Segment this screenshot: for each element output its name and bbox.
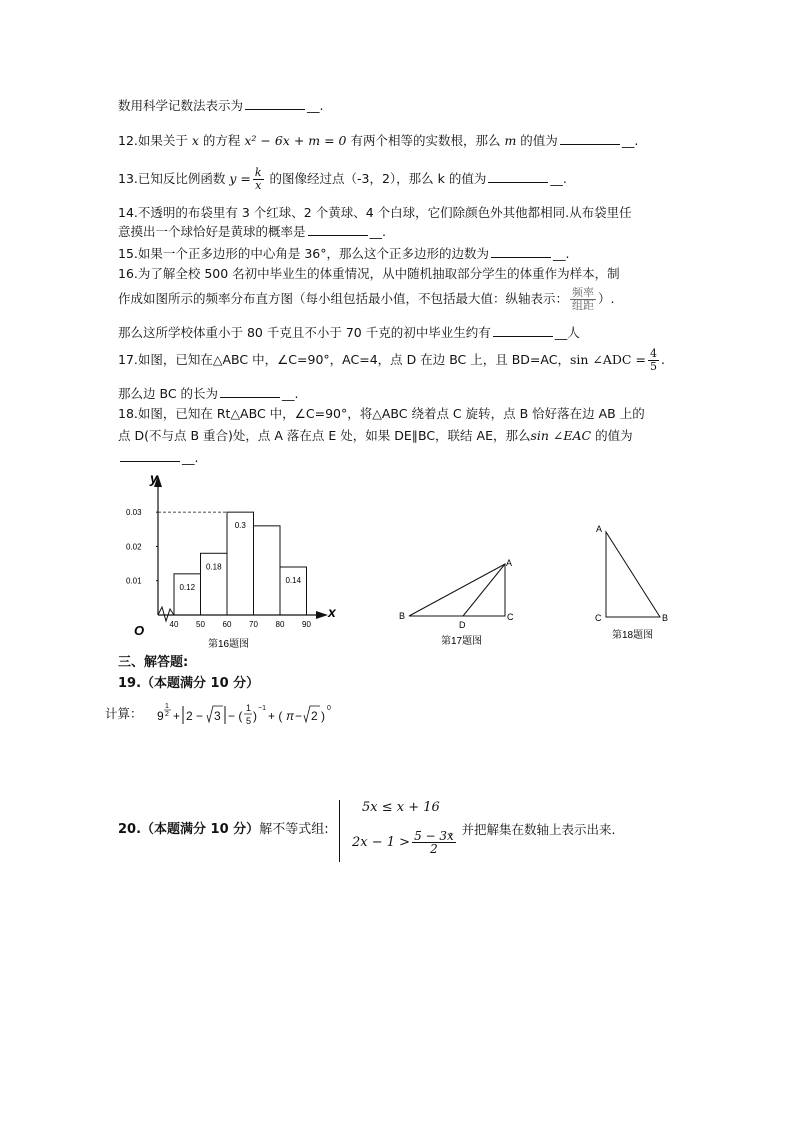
point-b-label: B (662, 613, 669, 623)
histogram-bar (254, 526, 281, 615)
svg-text:− (: − ( (228, 709, 243, 723)
y-tick-label: 0.01 (126, 576, 142, 586)
q18-line2 (118, 428, 633, 444)
q11-line (118, 97, 324, 114)
x-tick-label: 90 (302, 620, 311, 629)
segment-ad (463, 564, 505, 616)
bar-data-label: 0.18 (205, 562, 222, 572)
fig17-triangle (395, 552, 525, 652)
y-axis-label: y (150, 470, 158, 486)
x-axis-arrow (316, 611, 328, 619)
q20-ineq2 (352, 830, 458, 855)
point-d-label: D (459, 620, 466, 630)
q18-text-2b: 的值为 (591, 428, 633, 443)
q18-blank (120, 449, 180, 462)
q13-end: __. (550, 171, 567, 186)
origin-label: O (134, 623, 145, 638)
q16-line1 (118, 266, 620, 282)
point-a-label: A (506, 558, 513, 568)
q16-end: __人 (554, 325, 580, 340)
histogram-bar (174, 574, 201, 615)
q13-text-b: 的图像经过点（-3，2），那么 k 的值为 (265, 171, 487, 186)
q13-y-eq: y = (229, 171, 251, 186)
svg-text:1: 1 (165, 703, 169, 710)
q20-brace (339, 800, 346, 862)
q16-text-2b: ）. (598, 291, 615, 306)
q19-expression (155, 696, 345, 734)
q16-line3 (118, 324, 580, 341)
q11-text: 数用科学记数法表示为 (118, 98, 244, 113)
q20-title (118, 822, 329, 838)
q12-blank (560, 132, 620, 145)
q12-text-d: 的值为 (516, 133, 558, 148)
axis-break (158, 607, 174, 621)
svg-text:1: 1 (246, 703, 252, 713)
q12-var-m: m (504, 133, 517, 148)
q19-title (118, 676, 259, 692)
q12-end: __. (621, 133, 639, 148)
x-tick-label: 70 (249, 620, 258, 629)
q17-blank (220, 385, 280, 398)
q18-text-1: 18.如图，已知在 Rt△ABC 中，∠C=90°，将△ABC 绕着点 C 旋转，点 B 恰好落在边 AB 上的 (118, 406, 645, 421)
q19-label-text: 计算： (105, 706, 143, 721)
q17-line2 (118, 385, 299, 402)
q13-text-a: 13.已知反比例函数 (118, 171, 230, 186)
y-tick-label: 0.02 (126, 542, 142, 552)
q17-frac-den: 5 (649, 360, 657, 373)
q20-lead-text: 解不等式组: (259, 822, 329, 837)
svg-text:π: π (286, 709, 295, 723)
q17-frac-num: 4 (649, 347, 657, 360)
x-tick-label: 40 (169, 620, 179, 629)
q16-frac-num: 频率 (572, 286, 595, 299)
q12-text-b: 的方程 (198, 133, 245, 148)
svg-text:+: + (173, 709, 181, 723)
q17-dot: . (660, 352, 665, 367)
q17-text-1: 17.如图，已知在△ABC 中，∠C=90°，AC=4，点 D 在边 BC 上，且 BD=AC， (118, 352, 570, 367)
bar-data-label: 0.14 (285, 576, 302, 585)
q18-line3 (118, 449, 198, 466)
figure-caption: 第16题图 (208, 639, 250, 650)
point-b-label: B (399, 611, 406, 621)
q20-title-text: 20.（本题满分 10 分） (118, 822, 260, 837)
q13-frac-den: x (255, 179, 262, 192)
svg-text:9: 9 (157, 709, 164, 723)
q16-text-1: 16.为了解全校 500 名初中毕业生的体重情况，从中随机抽取部分学生的体重作为样本，制 (118, 266, 620, 281)
q13-line (118, 162, 567, 196)
q16-frac-den: 组距 (572, 299, 595, 312)
q16-text-2a: 作成如图所示的频率分布直方图（每小组包括最小值，不包括最大值：纵轴表示： (118, 291, 569, 306)
fig18-triangle (590, 520, 680, 645)
q20-ineq2-den: 2 (430, 842, 438, 856)
section-3-text: 三、解答题: (118, 655, 189, 670)
figure-caption: 第17题图 (441, 636, 483, 647)
x-tick-label: 60 (222, 620, 232, 629)
q19-label (105, 706, 143, 722)
q16-fraction (570, 287, 596, 312)
q20-ineq2-left: 2x − 1 > (352, 835, 411, 850)
svg-text:2: 2 (311, 709, 318, 723)
svg-text:3: 3 (214, 709, 221, 723)
svg-text:+ (: + ( (268, 709, 283, 723)
q12-var-x: x (191, 133, 199, 148)
q17-fraction (648, 348, 659, 373)
q12-equation: x² − 6x + m = 0 (244, 133, 347, 148)
svg-text:−: − (295, 709, 303, 723)
q15-text: 15.如果一个正多边形的中心角是 36°，那么这个正多边形的边数为 (118, 246, 490, 261)
q19-title-text: 19.（本题满分 10 分） (118, 676, 260, 691)
bar-data-label: 0.3 (234, 521, 246, 531)
q12-text-a: 12.如果关于 (118, 133, 192, 148)
svg-text:5: 5 (246, 716, 252, 726)
q20-ineq1 (362, 800, 440, 815)
q11-end: __. (307, 98, 324, 113)
q18-end: __. (182, 450, 199, 465)
q20-ineq2-num: 5 − 3x (414, 829, 454, 843)
q13-frac-num: k (254, 166, 262, 179)
section-3-heading (118, 655, 188, 671)
q13-fraction (253, 167, 264, 192)
figure-caption: 第18题图 (612, 630, 654, 641)
histogram-bar (280, 567, 307, 615)
q14-text-2: 意摸出一个球恰好是黄球的概率是 (118, 224, 306, 239)
q20-tail (449, 822, 615, 838)
q17-text-2: 那么边 BC 的长为 (118, 386, 219, 401)
svg-text:): ) (321, 709, 325, 723)
q15-end: __. (553, 246, 570, 261)
point-c-label: C (595, 613, 602, 623)
x-axis-label: x (328, 604, 336, 620)
q14-line1 (118, 205, 632, 221)
svg-text:2 −: 2 − (186, 709, 204, 723)
q14-line2 (118, 223, 386, 240)
q16-blank (493, 324, 553, 337)
q17-end: __. (282, 386, 299, 401)
y-tick-label: 0.03 (126, 508, 142, 518)
triangle-abc (409, 564, 505, 616)
q16-text-3: 那么这所学校体重小于 80 千克且不小于 70 千克的初中毕业生约有 (118, 325, 491, 340)
q15-line (118, 245, 570, 262)
q20-tail-text: ，并把解集在数轴上表示出来. (449, 822, 616, 837)
q14-text-1: 14.不透明的布袋里有 3 个红球、2 个黄球、4 个白球，它们除颜色外其他都相同.从布袋里任 (118, 205, 632, 220)
q12-text-c: 有两个相等的实数根，那么 (346, 133, 505, 148)
q14-end: __. (369, 224, 386, 239)
fig16-histogram (120, 465, 350, 650)
q18-text-2a: 点 D(不与点 B 重合)处，点 A 落在点 E 处，如果 DE∥BC，联结 AE，那么 (118, 428, 531, 443)
q18-sin: sin ∠EAC (530, 428, 592, 443)
q15-blank (491, 245, 551, 258)
q20-ineq1-text: 5x ≤ x + 16 (362, 800, 440, 815)
q13-blank (488, 170, 548, 183)
svg-text:0: 0 (327, 705, 331, 712)
q16-line2 (118, 284, 615, 314)
triangle-abc (606, 532, 660, 617)
q17-line1 (118, 342, 665, 378)
q14-blank (308, 223, 368, 236)
point-c-label: C (507, 612, 514, 622)
x-tick-label: 80 (275, 620, 285, 629)
svg-text:2: 2 (165, 711, 169, 718)
svg-text:−1: −1 (258, 705, 266, 712)
q12-line (118, 132, 638, 149)
bar-data-label: 0.12 (179, 582, 196, 592)
q18-line1 (118, 406, 645, 422)
svg-text:): ) (253, 709, 257, 723)
x-tick-label: 50 (196, 620, 205, 629)
point-a-label: A (596, 524, 603, 534)
q17-sin: sin ∠ADC = (569, 352, 646, 367)
q11-blank (245, 97, 305, 110)
